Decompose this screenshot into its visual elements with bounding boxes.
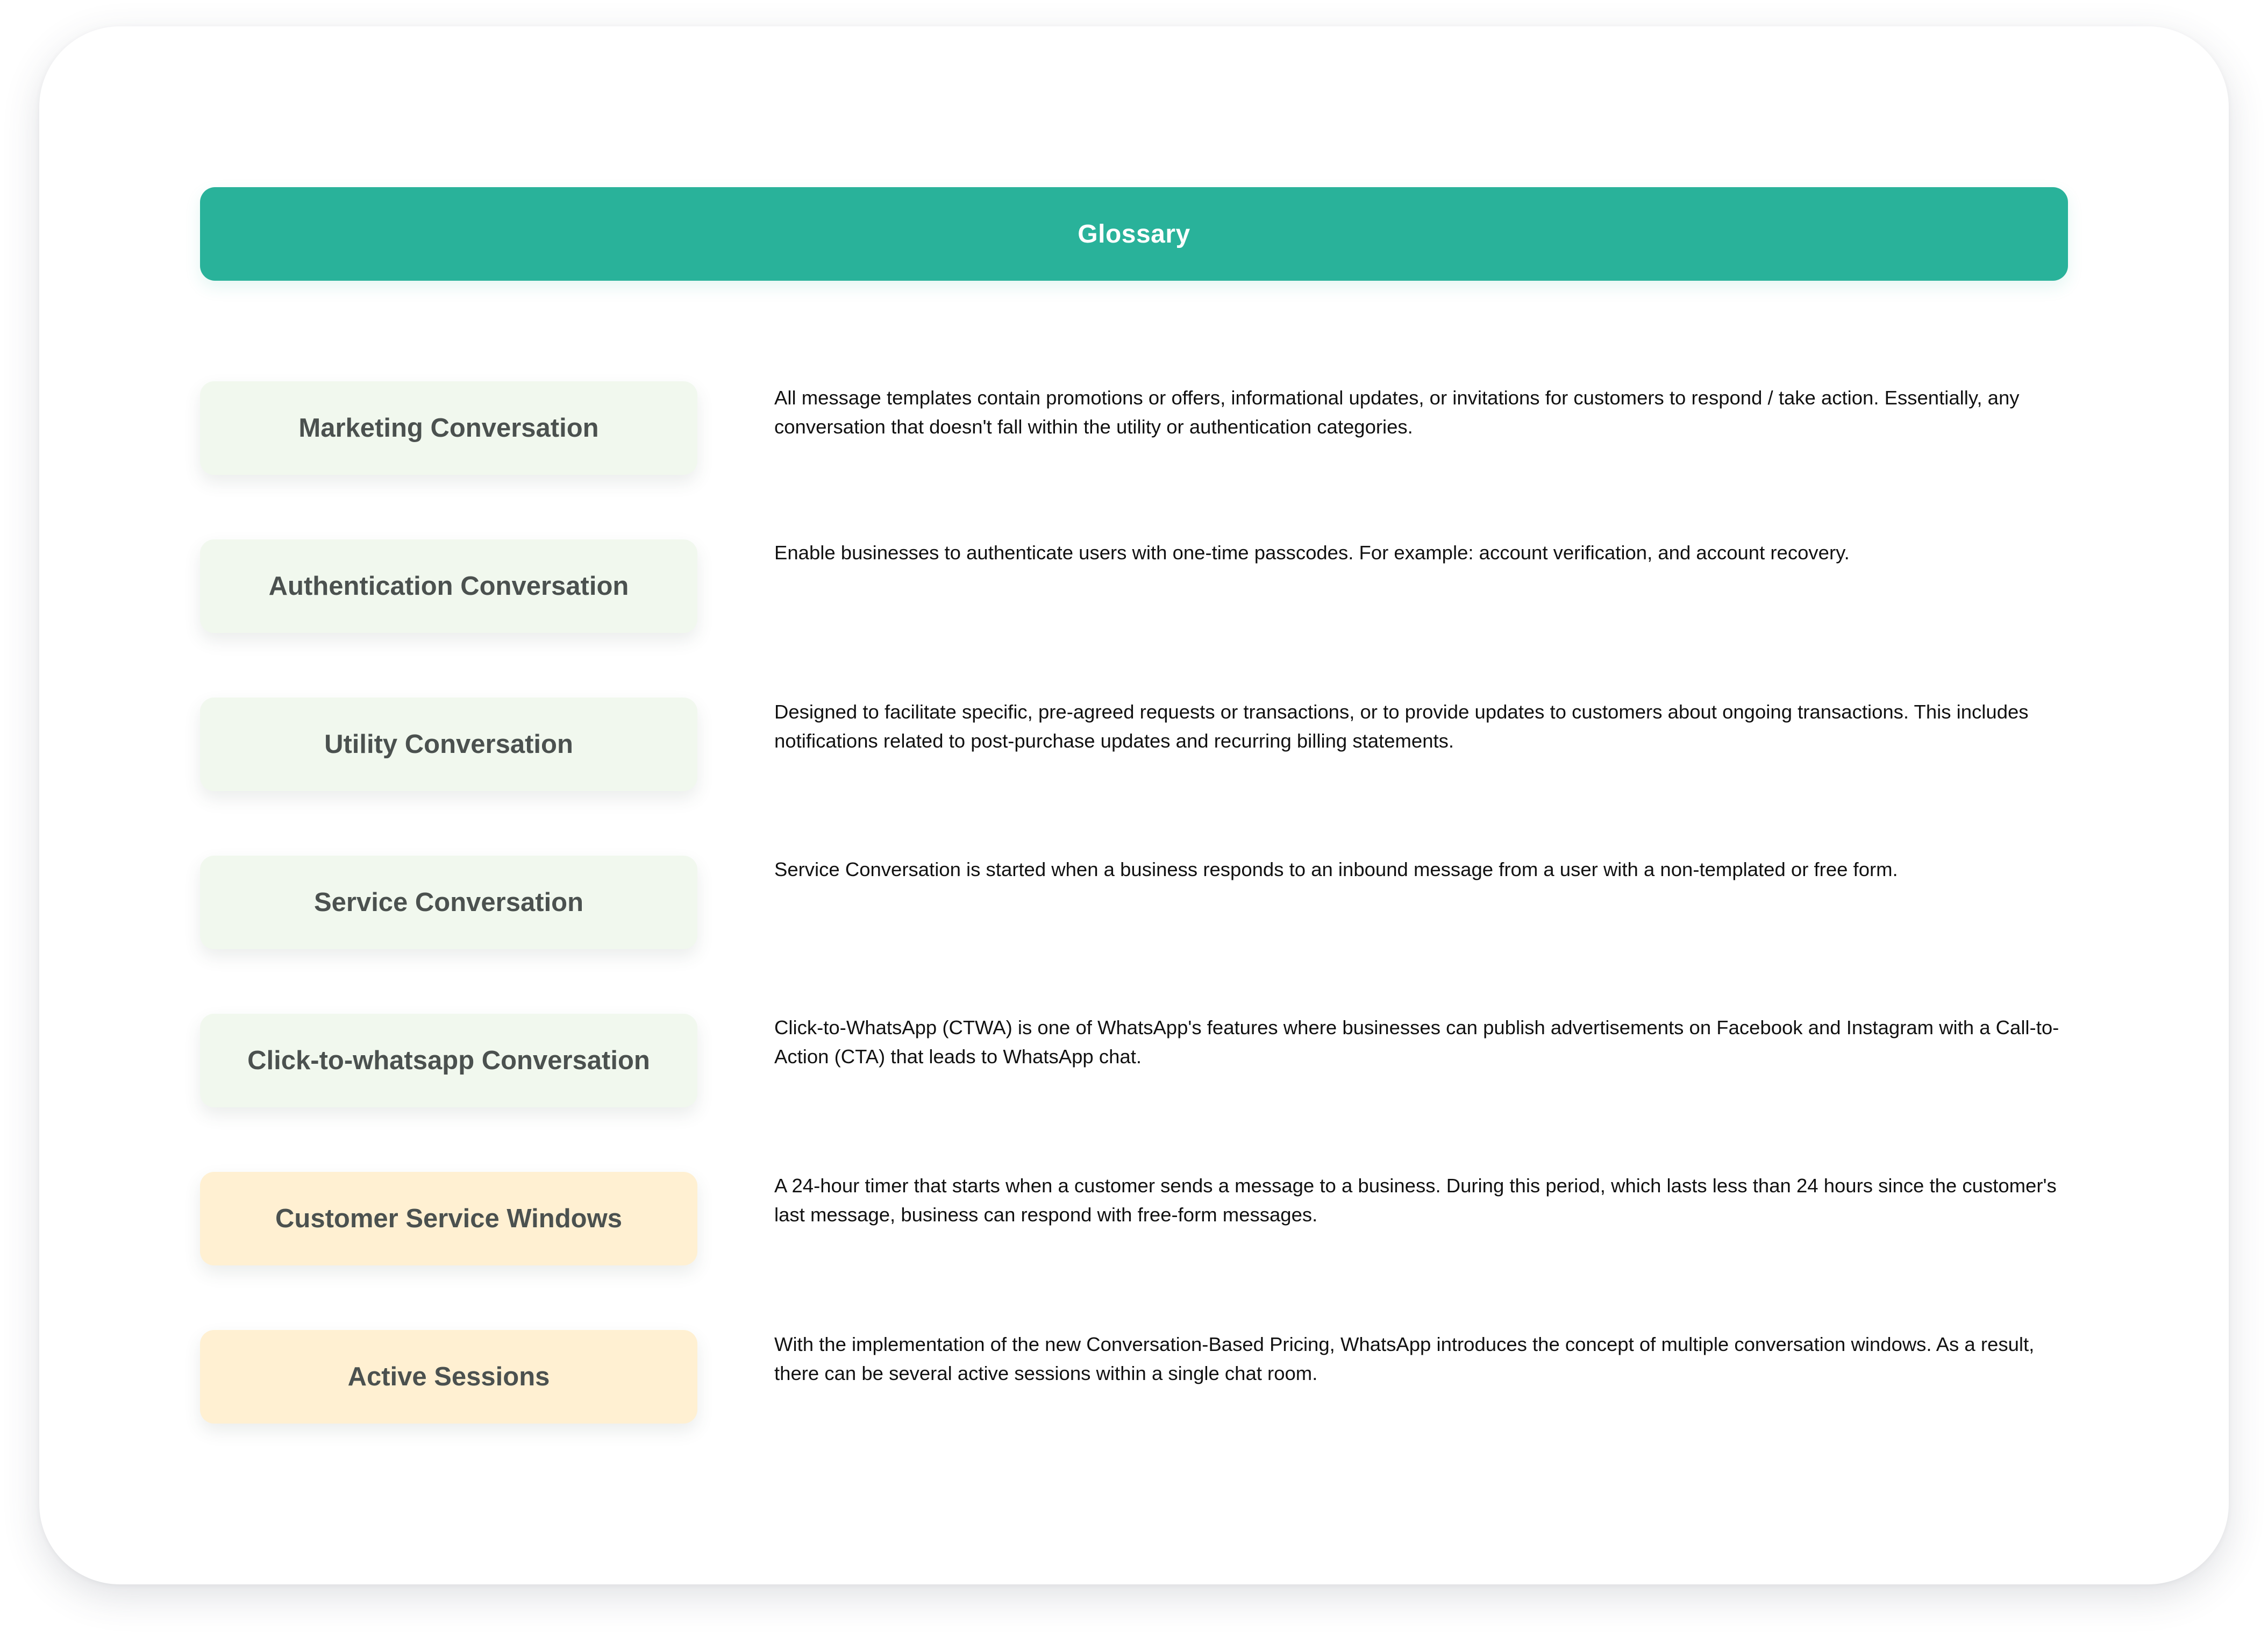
term-label: Utility Conversation [324,730,573,759]
description-customer-service-windows: A 24-hour timer that starts when a customer sends a message to a business. During this period, which lasts less than 24 hours since the customer's last message, business can respond with free-form messages. [774,1175,2057,1226]
term-label: Marketing Conversation [298,414,599,443]
description-service-conversation: Service Conversation is started when a business responds to an inbound message from a user with a non-templated or free form. [774,858,1898,880]
term-utility-conversation [200,698,697,791]
description-utility-conversation: Designed to facilitate specific, pre-agreed requests or transactions, or to provide updates to customers about ongoing transactions. This includes notifications related to post-purchase updates and recurring billing statements. [774,701,2029,752]
description-marketing-conversation: All message templates contain promotions or offers, informational updates, or invitations for customers to respond / take action. Essentially, any conversation that doesn't fall within the utility or authentication categories. [774,387,2020,438]
term-label: Customer Service Windows [275,1204,622,1233]
term-label: Active Sessions [347,1362,550,1391]
description-authentication-conversation: Enable businesses to authenticate users with one-time passcodes. For example: account verification, and account recovery. [774,542,1850,564]
term-marketing-conversation [200,381,697,475]
term-label: Service Conversation [313,888,584,917]
term-click-to-whatsapp-conversation [200,1014,697,1107]
term-label: Authentication Conversation [268,572,629,601]
term-service-conversation [200,856,697,949]
term-label: Click-to-whatsapp Conversation [247,1046,650,1075]
term-authentication-conversation [200,539,697,633]
description-click-to-whatsapp-conversation: Click-to-WhatsApp (CTWA) is one of WhatsApp's features where businesses can publish advertisements on Facebook and Instagram with a Call-to-Action (CTA) that leads to WhatsApp chat. [774,1016,2059,1068]
term-customer-service-windows [200,1172,697,1265]
glossary-header [200,187,2068,281]
glossary-title: Glossary [1078,219,1190,248]
term-active-sessions [200,1330,697,1424]
description-active-sessions: With the implementation of the new Conversation-Based Pricing, WhatsApp introduces the concept of multiple conversation windows. As a result, there can be several active sessions within a single chat room. [774,1333,2035,1384]
